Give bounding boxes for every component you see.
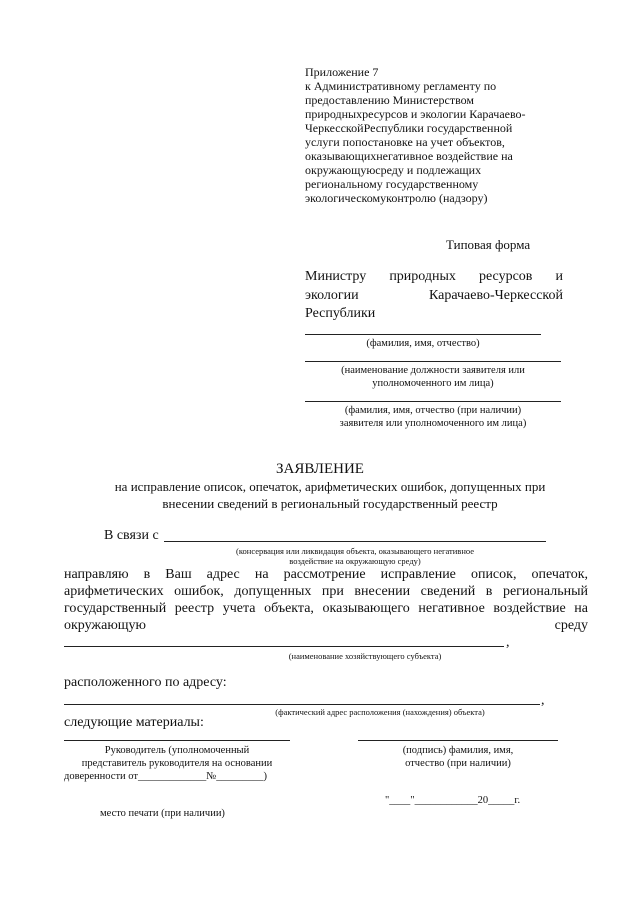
appendix-line: экологическомуконтролю (надзору) [305,191,488,205]
applicant-name-caption-1: (фамилия, имя, отчество (при наличии) [344,405,522,416]
paragraph-line: направляю в Ваш адрес на рассмотрение исправление описок, опечаток, [64,567,588,582]
appendix-line: региональному государственному [305,177,479,191]
address-comma: , [541,693,545,708]
entity-name-caption: (наименование хозяйствующего субъекта) [288,651,442,661]
paragraph-word: среду [554,618,588,633]
paragraph-line: арифметических ошибок, допущенных при внесении сведений в региональный [64,584,588,599]
addressee-word: Министру [305,269,367,284]
in-connection-label: В связи с [104,528,159,543]
applicant-name-caption-2: заявителя или уполномоченного им лица) [339,418,527,429]
reason-caption-1: (консервация или ликвидация объекта, оказывающего негативное [236,546,474,556]
appendix-line: окружающуюсреду и подлежащих [305,163,482,177]
appendix-line: предоставлению Министерством [305,93,475,107]
addressee-word: Карачаево-Черкесской [428,288,563,303]
position-field-caption-1: (наименование должности заявителя или [341,365,525,376]
appendix-line: Приложение 7 [305,65,379,79]
head-caption-2: представитель руководителя на основании [81,758,273,769]
date-field[interactable]: "____"____________20_____г. [385,795,521,806]
seal-label: место печати (при наличии) [100,808,225,819]
addressee-word: и [555,269,563,284]
applicant-name-field-line[interactable] [305,401,561,402]
head-caption-3: доверенности от_____________№_________) [64,771,268,782]
head-caption-1: Руководитель (уполномоченный [104,745,250,756]
addressee-word: природных [389,269,456,284]
addressee-word: экологии [305,288,359,303]
position-field-caption-2: уполномоченного им лица) [372,378,494,389]
address-caption: (фактический адрес расположения (нахождения) объекта) [275,707,485,717]
address-field-line[interactable] [64,704,540,705]
reason-field-line[interactable] [164,541,546,542]
addressee-row-1 [305,268,563,285]
addressee-word: ресурсов [478,269,533,284]
paragraph-word: окружающую [64,618,147,633]
fullname-field-line[interactable] [305,334,541,335]
paragraph-last-line [64,617,588,634]
reason-caption-2: воздействие на окружающую среду) [289,556,421,566]
appendix-line: к Административному регламенту по [305,79,497,93]
sign-caption-1: (подпись) фамилия, имя, [402,745,514,756]
sign-fullname-line[interactable] [358,740,558,741]
addressee-row-3: Республики [305,306,376,321]
entity-name-field-line[interactable] [64,646,504,647]
appendix-line: природныхресурсов и экологии Карачаево- [305,107,526,121]
position-field-line[interactable] [305,361,561,362]
head-signature-line[interactable] [64,740,290,741]
document-subtitle-2: внесении сведений в региональный государственный реестр [162,496,498,511]
materials-label: следующие материалы: [64,715,204,730]
entity-comma: , [506,635,510,650]
document-subtitle-1: на исправление описок, опечаток, арифметических ошибок, допущенных при [114,479,546,494]
appendix-block [305,65,555,205]
sign-caption-2: отчество (при наличии) [405,758,511,769]
appendix-line: ЧеркесскойРеспублики государственной [305,121,513,135]
request-paragraph [64,566,588,634]
fullname-field-caption: (фамилия, имя, отчество) [366,338,480,349]
paragraph-line: государственный реестр учета объекта, оказывающего негативное воздействие на [64,601,588,616]
form-type-label: Типовая форма [446,237,531,252]
appendix-line: оказывающихнегативное воздействие на [305,149,513,163]
addressee-row-2 [305,287,563,304]
located-at-label: расположенного по адресу: [64,675,227,690]
appendix-line: услуги попостановке на учет объектов, [305,135,505,149]
document-title: ЗАЯВЛЕНИЕ [276,461,364,477]
